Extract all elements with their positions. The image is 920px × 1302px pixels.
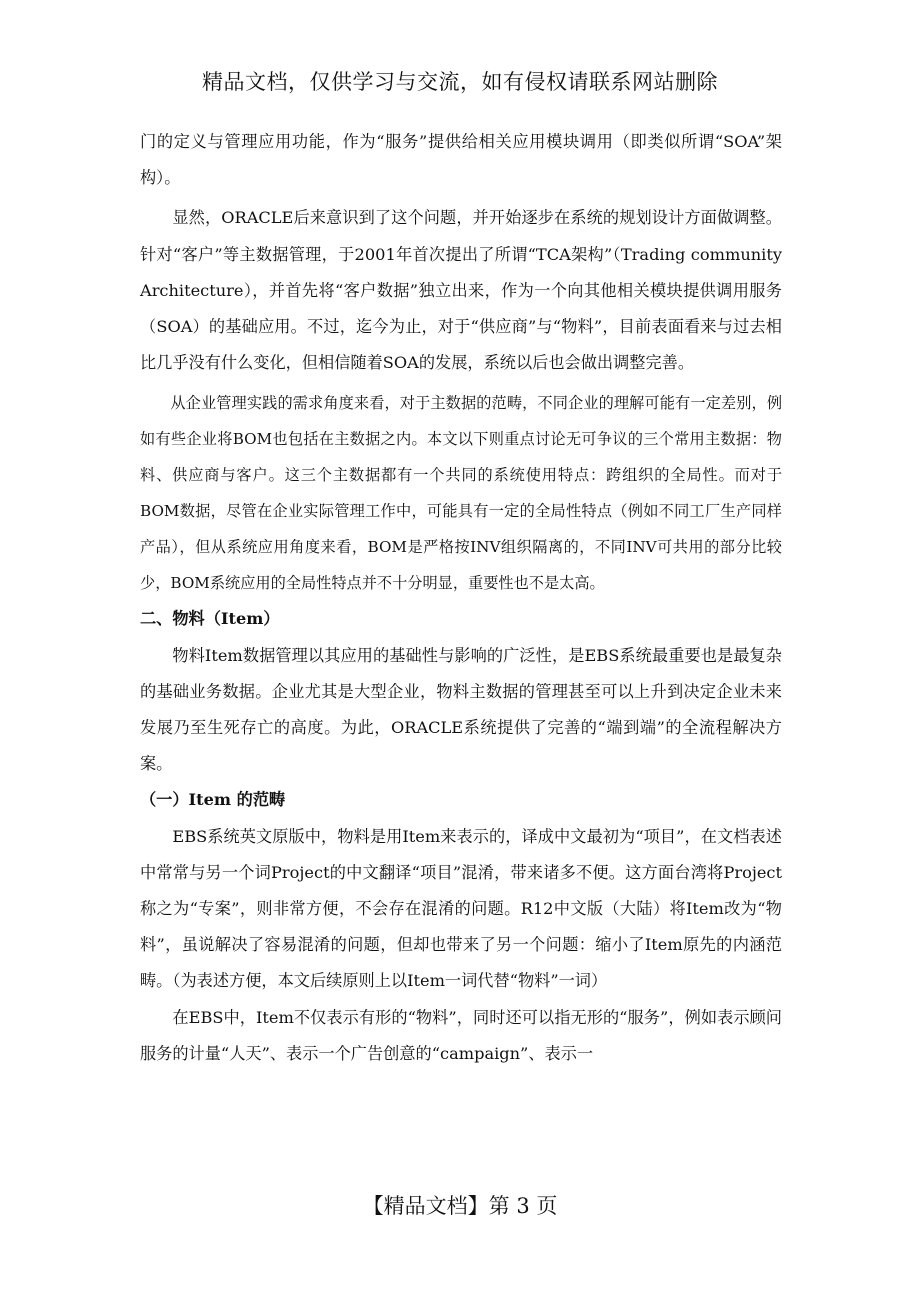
page-footer: 【精品文档】第 3 页 — [362, 1194, 558, 1218]
paragraph-5: EBS系统英文原版中，物料是用Item来表示的，译成中文最初为“项目”，在文档表述中常常与另一个词Project的中文翻译“项目”混淆，带来诸多不便。这方面台湾将Project称之为“专案”，则非常方便，不会存在混淆的问题。R12中文版（大陆）将Item改为“物料”，虽说解决了容易混淆的问题，但却也带来了另一个问题：缩小了Item原先的内涵范畴。（为表述方便，本文后续原则上以Item一词代替“物料”一词） — [140, 826, 782, 991]
document-body — [140, 124, 782, 1072]
page-header: 精品文档，仅供学习与交流，如有侵权请联系网站删除 — [202, 70, 718, 94]
paragraph-2: 显然，ORACLE后来意识到了这个问题，并开始逐步在系统的规划设计方面做调整。针对“客户”等主数据管理，于2001年首次提出了所谓“TCA架构”（Trading community Architecture），并首先将“客户数据”独立出来，作为一个向其他相关模块提供调用服务（SOA）的基础应用。不过，迄今为止，对于“供应商”与“物料”，目前表面看来与过去相比几乎没有什么变化，但相信随着SOA的发展，系统以后也会做出调整完善。 — [140, 208, 782, 373]
subsection-heading-scope: （一）Item 的范畴 — [140, 790, 286, 810]
paragraph-4: 物料Item数据管理以其应用的基础性与影响的广泛性，是EBS系统最重要也是最复杂的基础业务数据。企业尤其是大型企业，物料主数据的管理甚至可以上升到决定企业未来发展乃至生死存亡的高度。为此，ORACLE系统提供了完善的“端到端”的全流程解决方案。 — [140, 645, 782, 774]
section-heading-item: 二、物料（Item） — [140, 609, 280, 629]
paragraph-3: 从企业管理实践的需求角度来看，对于主数据的范畴，不同企业的理解可能有一定差别，例如有些企业将BOM也包括在主数据之内。本文以下则重点讨论无可争议的三个常用主数据：物料、供应商与客户。这三个主数据都有一个共同的系统使用特点：跨组织的全局性。而对于BOM数据，尽管在企业实际管理工作中，可能具有一定的全局性特点（例如不同工厂生产同样产品），但从系统应用角度来看，BOM是严格按INV组织隔离的，不同INV可共用的部分比较少，BOM系统应用的全局性特点并不十分明显，重要性也不是太高。 — [140, 394, 782, 593]
paragraph-1: 门的定义与管理应用功能，作为“服务”提供给相关应用模块调用（即类似所谓“SOA”架构）。 — [140, 132, 782, 188]
paragraph-6: 在EBS中，Item不仅表示有形的“物料”，同时还可以指无形的“服务”，例如表示顾问服务的计量“人天”、表示一个广告创意的“campaign”、表示一 — [140, 1007, 782, 1063]
